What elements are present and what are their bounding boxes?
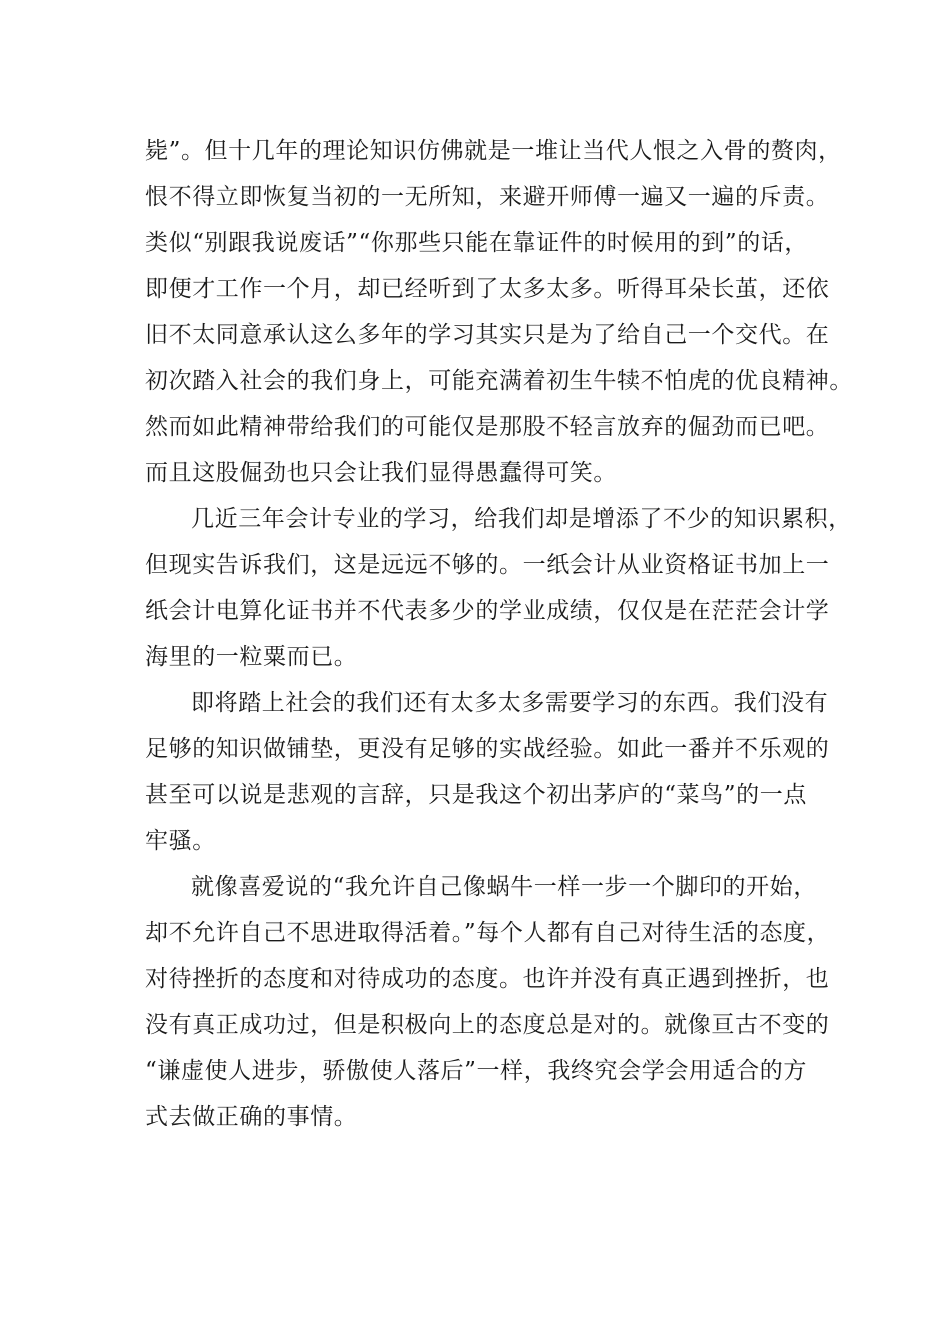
paragraph-line: 却不允许自己不思进取得活着。”每个人都有自己对待生活的态度， (145, 920, 831, 946)
paragraph-first-line: 就像喜爱说的“我允许自己像蜗牛一样一步一个脚印的开始， (191, 874, 817, 900)
paragraph-line: 牢骚。 (145, 828, 216, 854)
paragraph-2 (145, 496, 852, 680)
paragraph-first-line: 几近三年会计专业的学习，给我们却是增添了不少的知识累积， (191, 506, 852, 532)
paragraph-line: 式去做正确的事情。 (145, 1104, 358, 1130)
paragraph-line: 但现实告诉我们，这是远远不够的。一纸会计从业资格证书加上一 (145, 552, 830, 578)
paragraph-4 (145, 864, 831, 1140)
paragraph-line: 初次踏入社会的我们身上，可能充满着初生牛犊不怕虎的优良精神。 (145, 368, 853, 394)
paragraph-3 (145, 680, 830, 864)
paragraph-line: 然而如此精神带给我们的可能仅是那股不轻言放弃的倔劲而已吧。 (145, 414, 830, 440)
paragraph-line: 没有真正成功过，但是积极向上的态度总是对的。就像亘古不变的 (145, 1012, 830, 1038)
paragraph-line: 纸会计电算化证书并不代表多少的学业成绩，仅仅是在茫茫会计学 (145, 598, 830, 624)
paragraph-line: 足够的知识做铺垫，更没有足够的实战经验。如此一番并不乐观的 (145, 736, 830, 762)
paragraph-1 (145, 128, 853, 496)
paragraph-line: 类似“别跟我说废话”“你那些只能在靠证件的时候用的到”的话， (145, 230, 809, 256)
paragraph-line: 海里的一粒粟而已。 (145, 644, 358, 670)
paragraph-line: 甚至可以说是悲观的言辞，只是我这个初出茅庐的“菜鸟”的一点 (145, 782, 807, 808)
paragraph-line: 对待挫折的态度和对待成功的态度。也许并没有真正遇到挫折，也 (145, 966, 830, 992)
paragraph-line: 恨不得立即恢复当初的一无所知，来避开师傅一遍又一遍的斥责。 (145, 184, 830, 210)
paragraph-line: 旧不太同意承认这么多年的学习其实只是为了给自己一个交代。在 (145, 322, 830, 348)
paragraph-line: 即便才工作一个月，却已经听到了太多太多。听得耳朵长茧，还依 (145, 276, 830, 302)
paragraph-line: “谦虚使人进步，骄傲使人落后”一样，我终究会学会用适合的方 (145, 1058, 807, 1084)
paragraph-line: 而且这股倔劲也只会让我们显得愚蠢得可笑。 (145, 460, 617, 486)
document-body (145, 128, 853, 1140)
paragraph-first-line: 即将踏上社会的我们还有太多太多需要学习的东西。我们没有 (191, 690, 829, 716)
paragraph-line: 毙”。但十几年的理论知识仿佛就是一堆让当代人恨之入骨的赘肉， (145, 138, 842, 164)
